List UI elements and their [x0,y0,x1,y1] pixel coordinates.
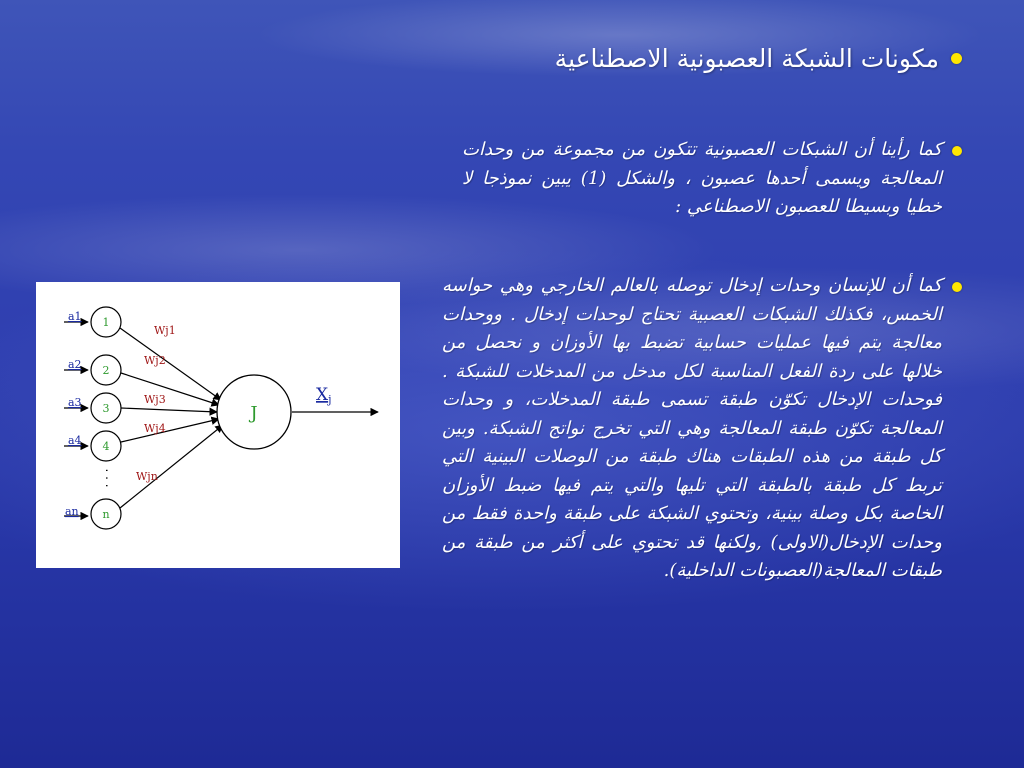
weight-connection [121,408,217,412]
weight-label: Wj1 [154,324,176,337]
node-label: 1 [102,316,110,329]
bullet-icon [951,53,962,64]
node-label: 4 [102,440,110,453]
paragraph-1 [462,136,962,222]
input-label: a1 [68,310,82,323]
node-label: 3 [102,402,110,415]
weight-connection [120,425,223,508]
neuron-diagram-svg [36,282,400,568]
neuron-diagram [36,282,400,568]
input-label: a4 [68,434,82,447]
paragraph-1-text: كما رأينا أن الشبكات العصبونية تتكون من مجموعة من وحدات المعالجة ويسمى أحدها عصبون ، والشكل (1) يبين نموذجا لا خطيا وبسيطا للعصبون الاصطناعي : [462,139,942,217]
ellipsis: . . . [103,468,117,488]
bullet-icon [952,146,962,156]
paragraph-2 [442,272,962,586]
node-label: 2 [102,364,110,377]
output-label: Xj [316,385,332,406]
input-label: a2 [68,358,82,371]
weight-connection [121,373,219,405]
weight-label: Wj2 [144,354,166,367]
node-label: n [102,508,110,521]
bullet-icon [952,282,962,292]
input-label: an [65,505,79,518]
slide-title: مكونات الشبكة العصبونية الاصطناعية [554,44,939,73]
input-label: a3 [68,396,82,409]
weight-connection [121,419,219,442]
input-arrows [64,322,88,516]
neuron-label: J [250,403,258,424]
weight-label: Wj4 [144,422,166,435]
weight-label: Wj3 [144,393,166,406]
slide-title-row [555,44,962,73]
paragraph-2-text: كما أن للإنسان وحدات إدخال توصله بالعالم الخارجي وهي حواسه الخمس، فكذلك الشبكات العصبية تحتاج لوحدات إدخال . ووحدات معالجة يتم فيها عمليات حسابية تضبط بها الأوزان و نحصل من خلالها على ردة الفعل المناسبة لكل مدخل من المدخلات للشبكة . فوحدات الإدخال تكوّن طبقة تسمى طبقة المدخلات، و وحدات المعالجة تكوّن طبقة المعالجة وهي التي تخرج نواتج الشبكة. وبين كل طبقة من هذه الطبقات هناك طبقة من الوصلات البينية التي تربط كل طبقة بالطبقة التي تليها والتي يتم فيها ضبط الأوزان الخاصة بكل وصلة بينية، وتحتوي الشبكة على طبقة واحدة فقط من وحدات الإدخال(الاولى) ,ولكنها قد تحتوي على أكثر من طبقة من طبقات المعالجة(العصبونات الداخلية). [442,275,942,581]
weight-label: Wjn [136,470,158,483]
